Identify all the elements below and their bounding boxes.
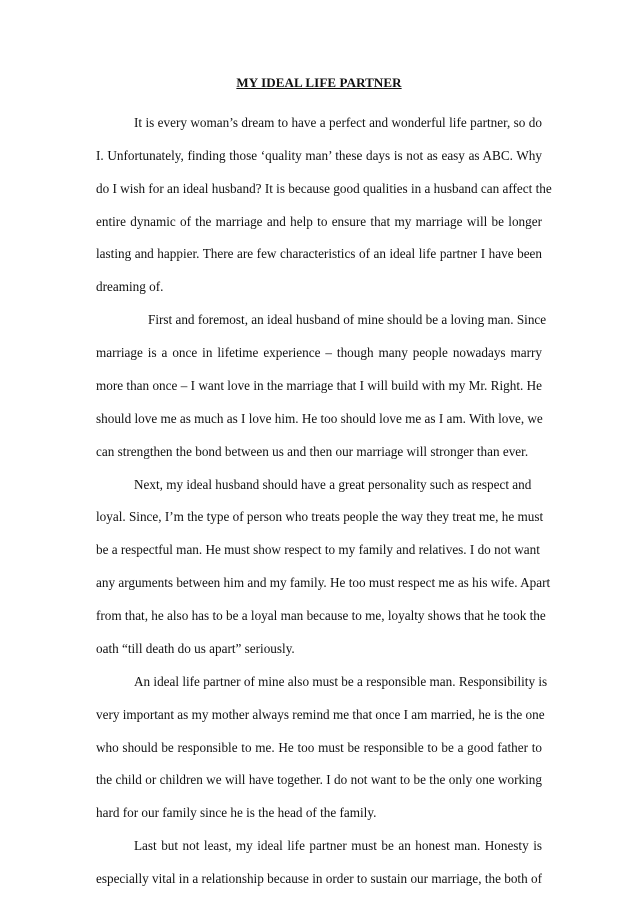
paragraph-line: who should be responsible to me. He too must be responsible to be a good father to xyxy=(96,740,542,755)
paragraph-line: dreaming of. xyxy=(96,279,164,294)
paragraph-line: can strengthen the bond between us and then our marriage will stronger than ever. xyxy=(96,444,529,459)
paragraph-line: entire dynamic of the marriage and help to ensure that my marriage will be longer xyxy=(96,214,542,229)
paragraph-line: any arguments between him and my family. He too must respect me as his wife. Apart xyxy=(96,575,551,590)
paragraph-line: do I wish for an ideal husband? It is because good qualities in a husband can affect the xyxy=(96,181,552,196)
document-title: MY IDEAL LIFE PARTNER xyxy=(236,75,402,90)
paragraph-line: An ideal life partner of mine also must be a responsible man. Responsibility is xyxy=(134,674,548,689)
paragraph-line: very important as my mother always remind me that once I am married, he is the one xyxy=(96,707,545,722)
paragraph-line: lasting and happier. There are few characteristics of an ideal life partner I have been xyxy=(96,246,542,261)
paragraph-line: Last but not least, my ideal life partner must be an honest man. Honesty is xyxy=(134,838,542,853)
paragraph-line: hard for our family since he is the head of the family. xyxy=(96,805,377,820)
paragraph-line: should love me as much as I love him. He too should love me as I am. With love, we xyxy=(96,411,543,426)
paragraph-line: the child or children we will have together. I do not want to be the only one working xyxy=(96,772,542,787)
paragraph-line: more than once – I want love in the marriage that I will build with my Mr. Right. He xyxy=(96,378,542,393)
paragraph-line: especially vital in a relationship because in order to sustain our marriage, the both of xyxy=(96,871,542,886)
paragraph-line: Next, my ideal husband should have a great personality such as respect and xyxy=(134,477,532,492)
paragraph-line: First and foremost, an ideal husband of mine should be a loving man. Since xyxy=(148,312,547,327)
paragraph-line: loyal. Since, I’m the type of person who treats people the way they treat me, he must xyxy=(96,509,544,524)
paragraph-line: from that, he also has to be a loyal man because to me, loyalty shows that he took the xyxy=(96,608,546,623)
paragraph-line: It is every woman’s dream to have a perfect and wonderful life partner, so do xyxy=(134,115,542,130)
paragraph-line: marriage is a once in lifetime experience – though many people nowadays marry xyxy=(96,345,542,360)
paragraph-line: be a respectful man. He must show respect to my family and relatives. I do not want xyxy=(96,542,540,557)
paragraph-line: I. Unfortunately, finding those ‘quality man’ these days is not as easy as ABC. Why xyxy=(96,148,542,163)
paragraph-line: oath “till death do us apart” seriously. xyxy=(96,641,295,656)
